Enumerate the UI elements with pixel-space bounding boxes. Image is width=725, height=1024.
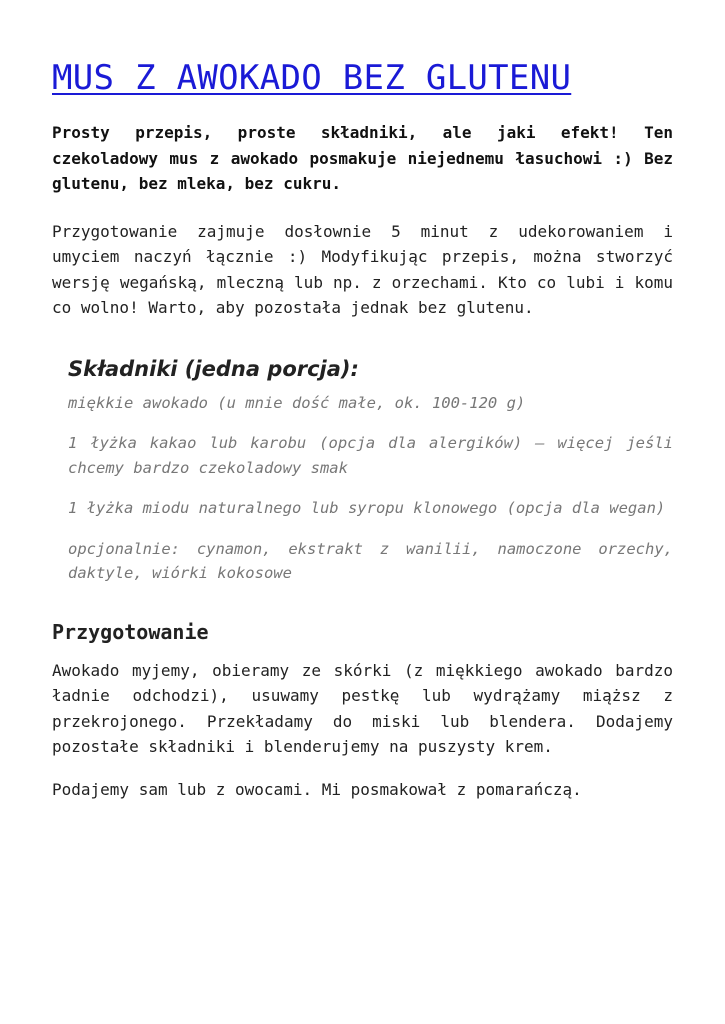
article	[52, 0, 673, 802]
article-lead: Prosty przepis, proste składniki, ale jaki efekt! Ten czekoladowy mus z awokado posmakuje niejednemu łasuchowi :) Bez glutenu, bez mleka, bez cukru.	[52, 123, 673, 193]
preparation-serving: Podajemy sam lub z owocami. Mi posmakował z pomarańczą.	[52, 779, 582, 799]
preparation-heading: Przygotowanie	[52, 619, 209, 644]
ingredient-item: 1 łyżka kakao lub karobu (opcja dla alergików) – więcej jeśli chcemy bardzo czekoladowy smak	[68, 434, 673, 477]
preparation-steps: Awokado myjemy, obieramy ze skórki (z miękkiego awokado bardzo ładnie odchodzi), usuwamy pestkę lub wydrążamy miąższ z przekrojonego. Przekładamy do miski lub blendera. Dodajemy pozostałe składniki i blenderujemy na puszysty krem.	[52, 660, 673, 756]
ingredient-item: 1 łyżka miodu naturalnego lub syropu klonowego (opcja dla wegan)	[68, 499, 666, 517]
ingredient-item: miękkie awokado (u mnie dość małe, ok. 100-120 g)	[68, 393, 526, 412]
ingredients-heading: Składniki (jedna porcja):	[68, 356, 359, 381]
article-intro: Przygotowanie zajmuje dosłownie 5 minut z udekorowaniem i umyciem naczyń łącznie :) Modyfikując przepis, można stworzyć wersję wegańską, mleczną lub np. z orzechami. Kto co lubi i komu co wolno! Warto, aby pozostała jednak bez glutenu.	[52, 221, 673, 317]
article-title-link[interactable]: MUS Z AWOKADO BEZ GLUTENU	[52, 58, 572, 98]
ingredient-item: opcjonalnie: cynamon, ekstrakt z wanilii, namoczone orzechy, daktyle, wiórki kokosowe	[68, 539, 673, 582]
ingredients-list	[68, 391, 673, 586]
